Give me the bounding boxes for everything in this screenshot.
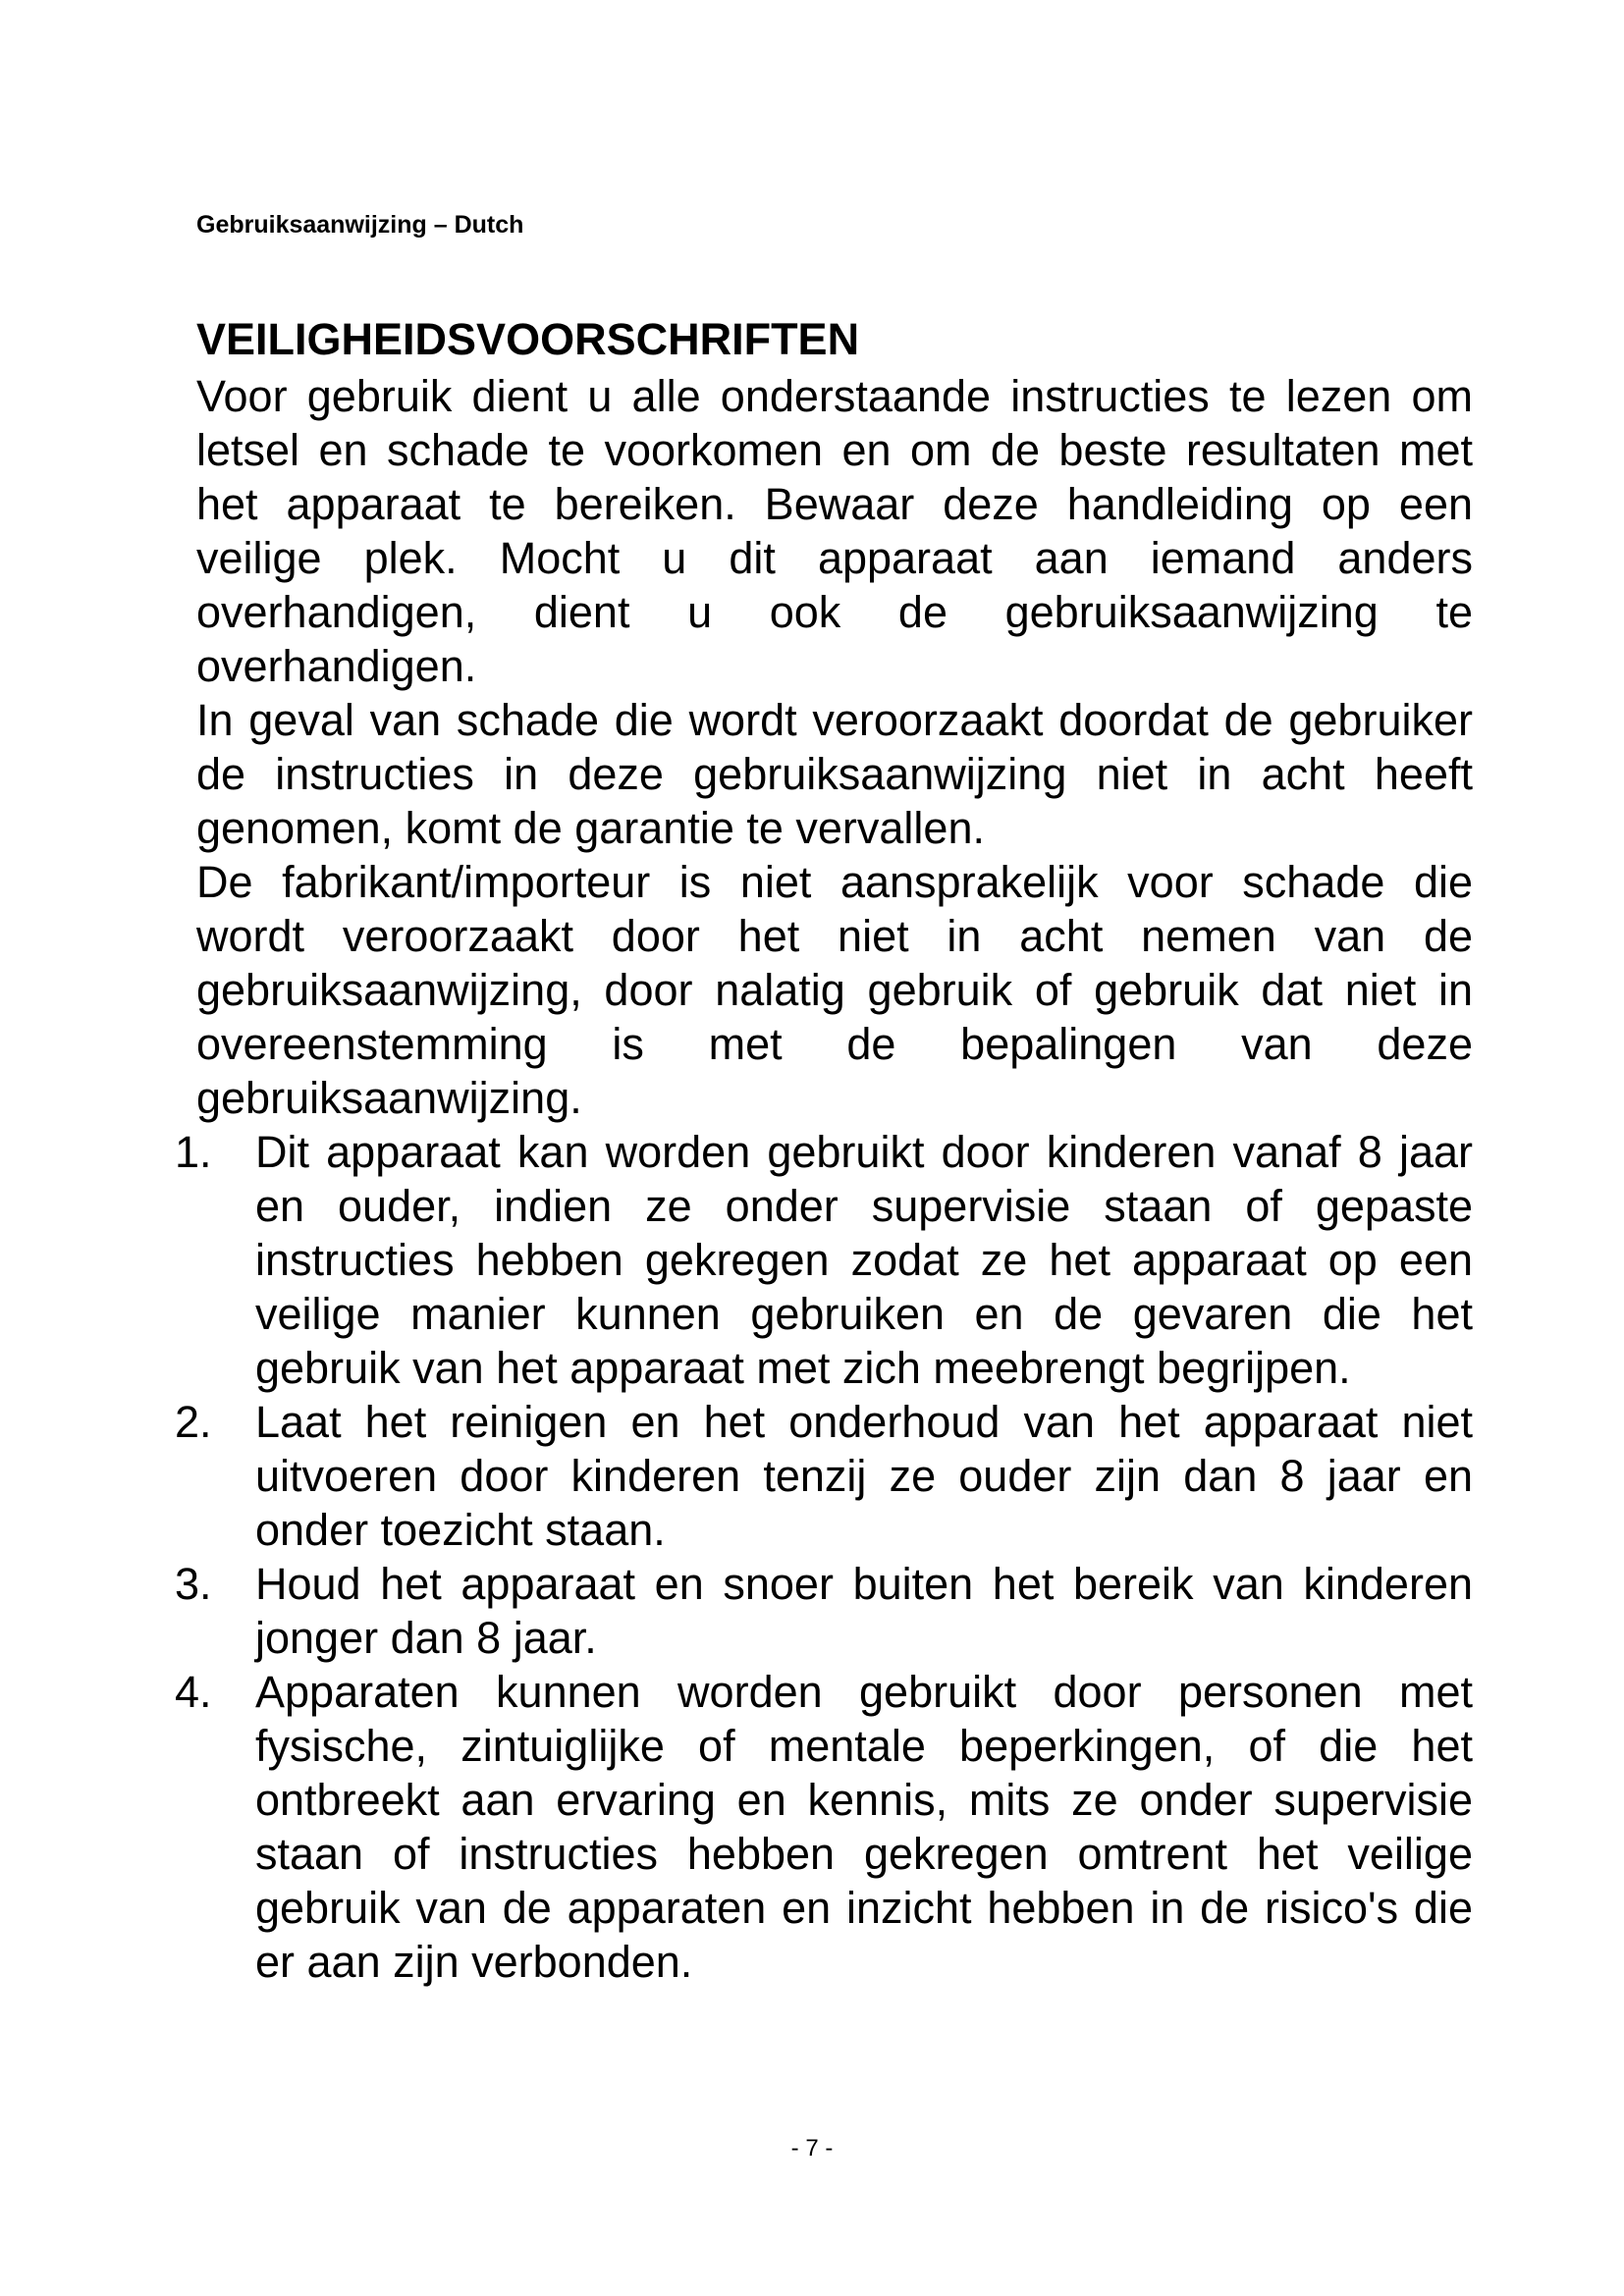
warranty-paragraph: In geval van schade die wordt veroorzaakt doordat de gebruiker de instructies in deze gebruiksaanwijzing niet in acht heeft genomen, komt de garantie te vervallen. [196,695,1473,853]
rule-number: 2. [175,1397,212,1447]
section-title: VEILIGHEIDSVOORSCHRIFTEN [196,314,860,364]
rule-text: Dit apparaat kan worden gebruikt door kinderen vanaf 8 jaar en ouder, indien ze onder supervisie staan of gepaste instructies hebben gekregen zodat ze het apparaat op een veilige manier kunnen gebruiken en de gevaren die het gebruik van het apparaat met zich meebrengt begrijpen. [255,1127,1473,1393]
body-text [175,369,1473,1989]
rule-number: 3. [175,1559,212,1609]
rule-text: Laat het reinigen en het onderhoud van het apparaat niet uitvoeren door kinderen tenzij ze ouder zijn dan 8 jaar en onder toezicht staan. [255,1397,1473,1555]
safety-rules-list [175,1125,1473,1989]
safety-rule-1 [175,1125,1473,1395]
running-header: Gebruiksaanwijzing – Dutch [196,211,524,239]
rule-number: 1. [175,1127,212,1177]
intro-paragraph: Voor gebruik dient u alle onderstaande instructies te lezen om letsel en schade te voorkomen en om de beste resultaten met het apparaat te bereiken. Bewaar deze handleiding op een veilige plek. Mocht u dit apparaat aan iemand anders overhandigen, dient u ook de gebruiksaanwijzing te overhandigen. [196,371,1473,691]
safety-rule-2 [175,1395,1473,1557]
safety-rule-4 [175,1665,1473,1989]
liability-paragraph: De fabrikant/importeur is niet aansprakelijk voor schade die wordt veroorzaakt door het niet in acht nemen van de gebruiksaanwijzing, door nalatig gebruik of gebruik dat niet in overeenstemming is met de bepalingen van deze gebruiksaanwijzing. [196,857,1473,1123]
rule-text: Houd het apparaat en snoer buiten het bereik van kinderen jonger dan 8 jaar. [255,1559,1473,1663]
rule-text: Apparaten kunnen worden gebruikt door personen met fysische, zintuiglijke of mentale beperkingen, of die het ontbreekt aan ervaring en kennis, mits ze onder supervisie staan of instructies hebben gekregen omtrent het veilige gebruik van de apparaten en inzicht hebben in de risico's die er aan zijn verbonden. [255,1667,1473,1987]
page-number: - 7 - [790,2135,834,2162]
rule-number: 4. [175,1667,212,1717]
safety-rule-3 [175,1557,1473,1665]
